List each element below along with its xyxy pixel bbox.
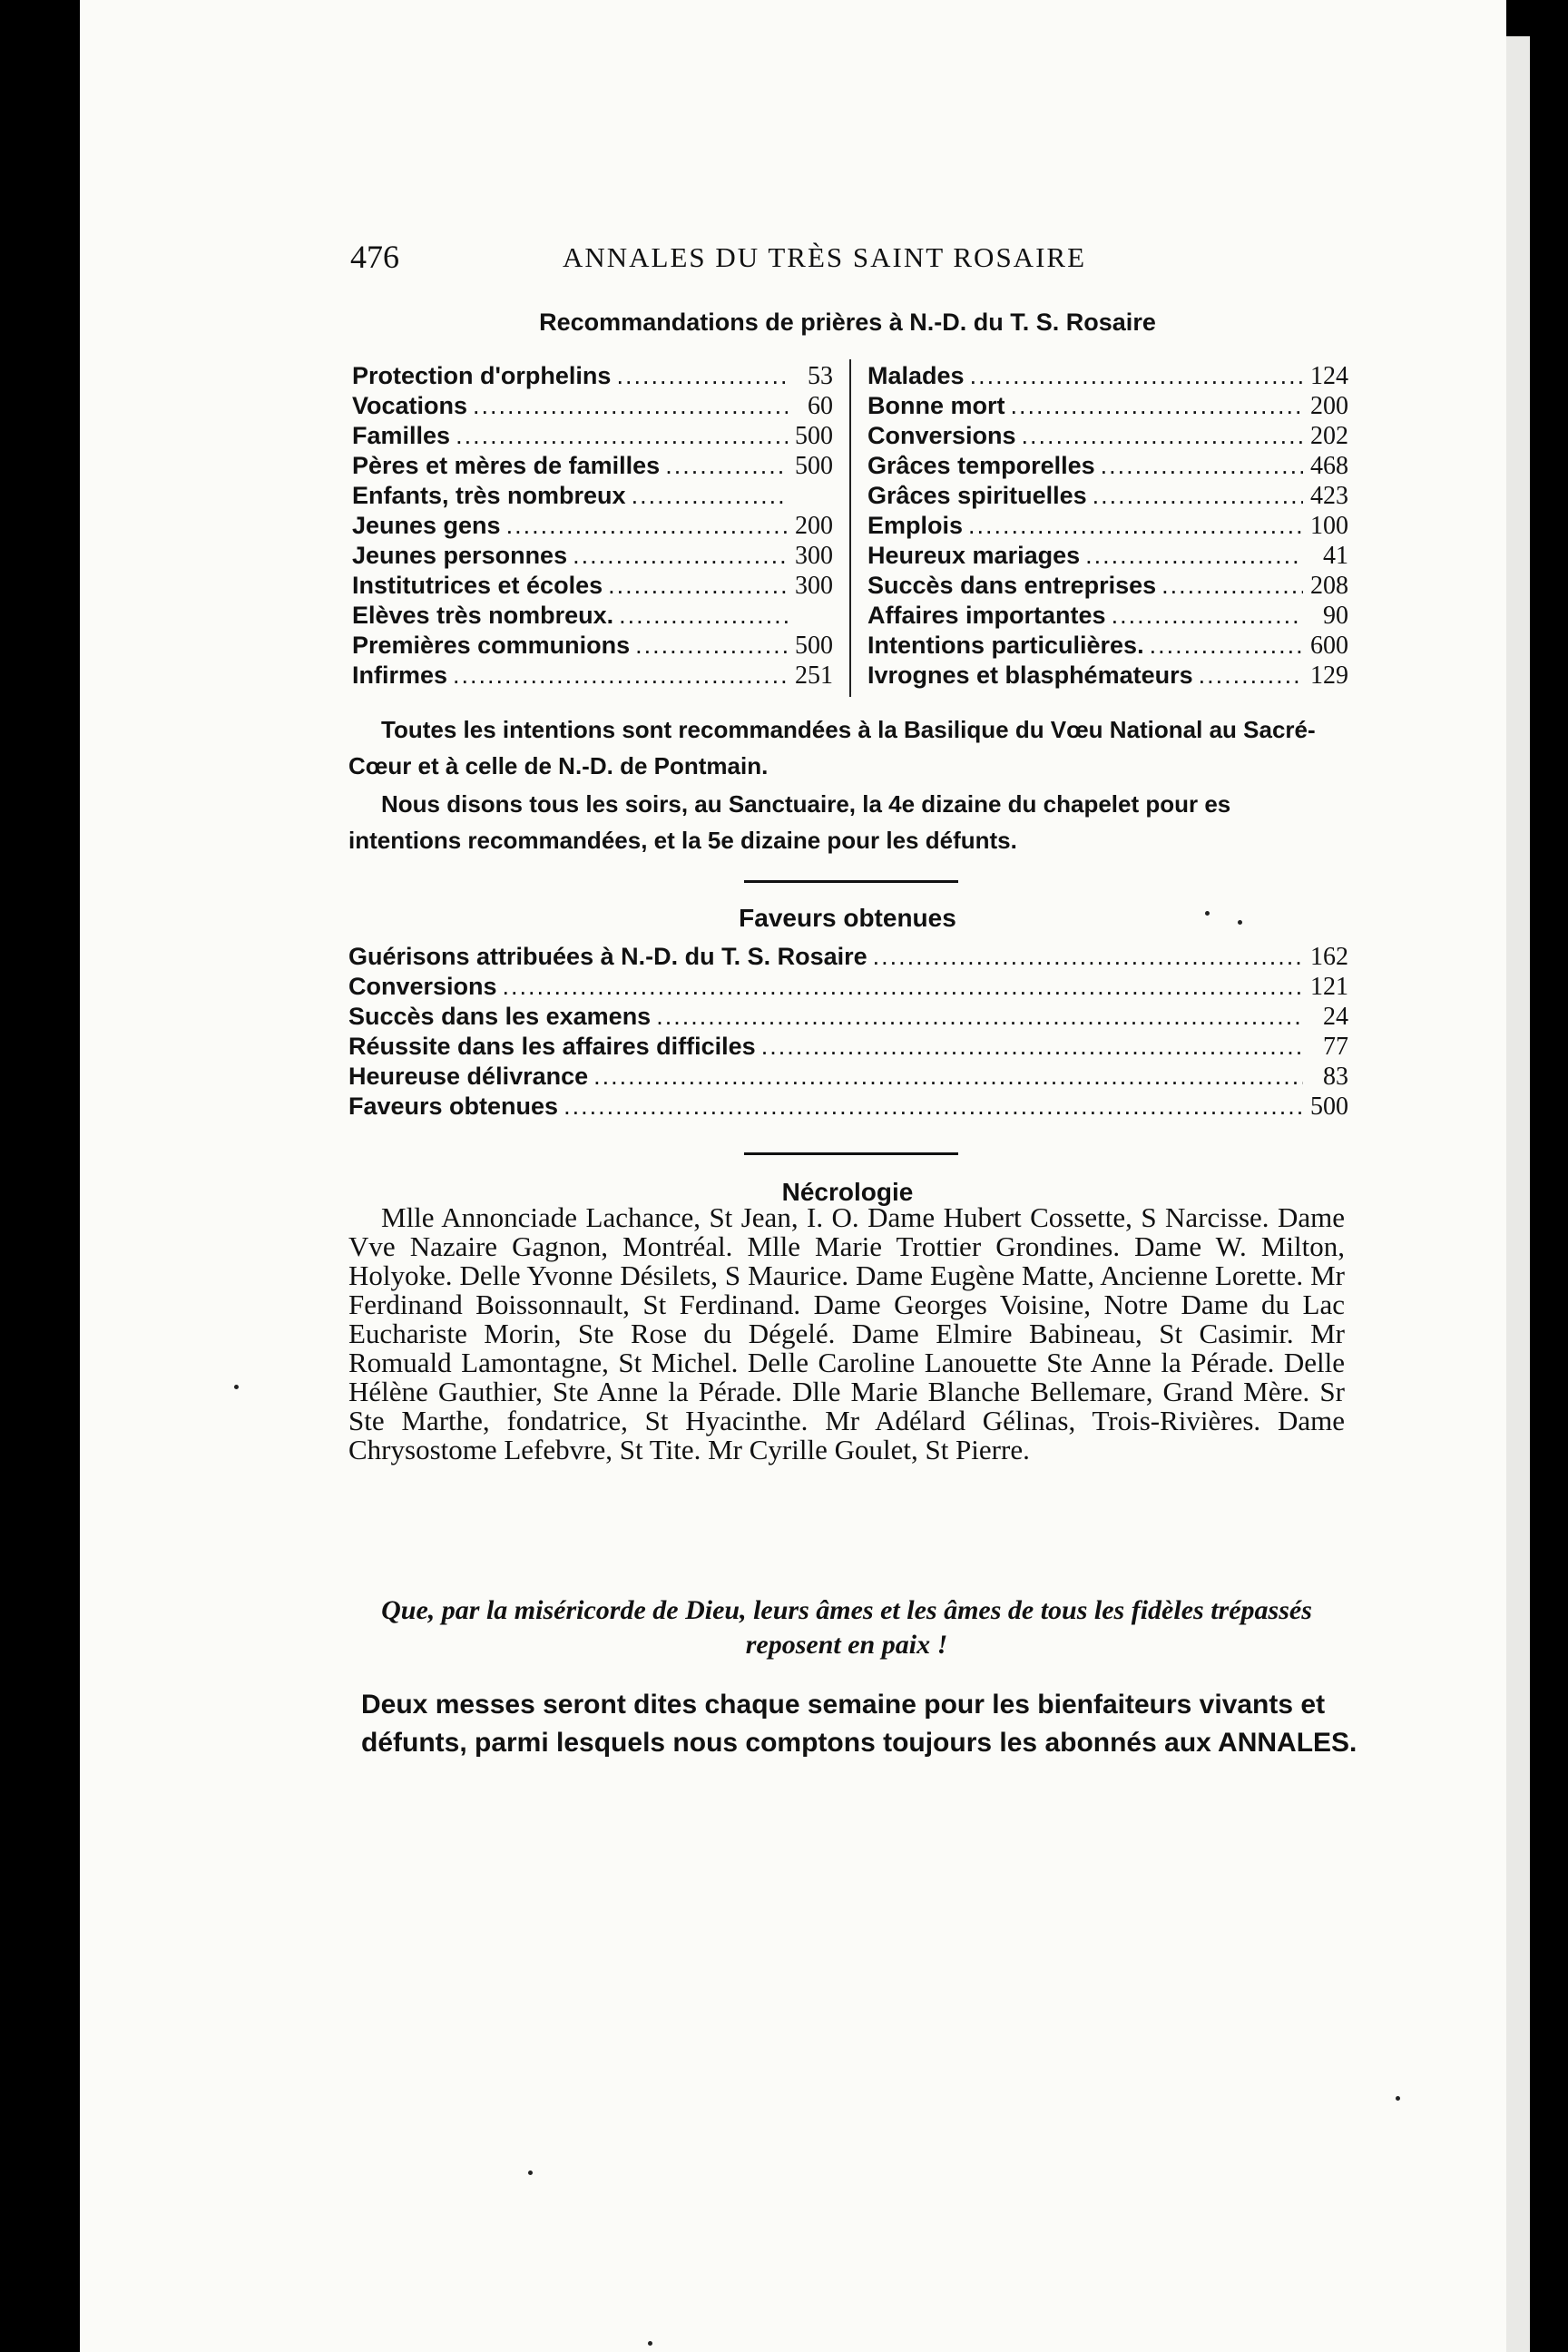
list-item	[867, 571, 1348, 601]
item-count: 24	[1323, 1003, 1348, 1031]
final-note: Deux messes seront dites chaque semaine pour les bienfaiteurs vivants et défunts, parmi lesquels nous comptons toujours les abonnés aux ANNALES.	[361, 1690, 1357, 1758]
leader-dots	[970, 361, 1303, 391]
list-item	[348, 972, 1348, 1002]
item-count: 60	[808, 392, 833, 420]
item-count: 53	[808, 362, 833, 390]
scan-speck	[528, 2171, 533, 2175]
item-count: 300	[795, 542, 833, 570]
leader-dots	[873, 942, 1303, 972]
list-item	[867, 361, 1348, 391]
leader-dots	[1022, 421, 1303, 451]
item-label: Heureux mariages	[867, 542, 1081, 569]
leader-dots	[665, 451, 788, 481]
item-label: Succès dans les examens	[348, 1003, 652, 1030]
list-item	[352, 661, 833, 691]
recommandations-title: Recommandations de prières à N.-D. du T. S. Rosaire	[539, 309, 1156, 336]
faveurs-list	[348, 942, 1348, 1122]
leader-dots	[968, 511, 1303, 541]
list-item	[352, 541, 833, 571]
recommandations-left-column	[352, 361, 833, 691]
item-count: 468	[1310, 452, 1348, 480]
leader-dots	[1150, 631, 1303, 661]
item-label: Vocations	[352, 392, 468, 419]
scan-speck	[234, 1385, 239, 1389]
leader-dots	[1101, 451, 1303, 481]
item-label: Jeunes personnes	[352, 542, 568, 569]
item-label: Protection d'orphelins	[352, 362, 612, 389]
item-count: 423	[1310, 482, 1348, 510]
item-label: Infirmes	[352, 662, 448, 689]
item-label: Pères et mères de familles	[352, 452, 661, 479]
item-label: Intentions particulières.	[867, 632, 1144, 659]
item-count: 124	[1310, 362, 1348, 390]
item-count: 200	[1310, 392, 1348, 420]
list-item	[352, 481, 833, 511]
leader-dots	[635, 631, 788, 661]
leader-dots	[473, 391, 788, 421]
list-item	[867, 661, 1348, 691]
item-count: 500	[795, 422, 833, 450]
leader-dots	[632, 481, 788, 511]
item-label: Faveurs obtenues	[348, 1093, 559, 1120]
item-count: 500	[795, 632, 833, 660]
item-count: 83	[1323, 1063, 1348, 1091]
running-title: ANNALES DU TRÈS SAINT ROSAIRE	[563, 241, 1087, 273]
leader-dots	[456, 421, 788, 451]
page-number: 476	[350, 239, 399, 275]
scan-speck	[1396, 2096, 1400, 2101]
list-item	[352, 571, 833, 601]
item-label: Enfants, très nombreux	[352, 482, 626, 509]
leader-dots	[506, 511, 788, 541]
list-item	[352, 511, 833, 541]
leader-dots	[1161, 571, 1303, 601]
item-label: Malades	[867, 362, 965, 389]
list-item	[867, 421, 1348, 451]
closing-prayer: Que, par la miséricorde de Dieu, leurs âmes et les âmes de tous les fidèles trépassés reposent en paix !	[381, 1595, 1312, 1660]
column-divider	[849, 359, 851, 697]
list-item	[867, 481, 1348, 511]
page-header	[350, 238, 1348, 274]
scan-speck	[1205, 911, 1210, 916]
list-item	[348, 1002, 1348, 1032]
list-item	[348, 1032, 1348, 1062]
list-item	[867, 511, 1348, 541]
item-count: 300	[795, 572, 833, 600]
list-item	[867, 451, 1348, 481]
scan-border	[1530, 0, 1568, 2352]
leader-dots	[453, 661, 788, 691]
leader-dots	[503, 972, 1303, 1002]
leader-dots	[616, 361, 788, 391]
leader-dots	[564, 1092, 1303, 1122]
item-label: Succès dans entreprises	[867, 572, 1157, 599]
leader-dots	[1112, 601, 1303, 631]
item-label: Jeunes gens	[352, 512, 501, 539]
item-count: 600	[1310, 632, 1348, 660]
leader-dots	[619, 601, 788, 631]
item-count: 251	[795, 662, 833, 690]
item-label: Guérisons attribuées à N.-D. du T. S. Rosaire	[348, 943, 867, 970]
item-label: Réussite dans les affaires difficiles	[348, 1033, 756, 1060]
leader-dots	[1199, 661, 1303, 691]
item-count: 208	[1310, 572, 1348, 600]
item-count: 500	[795, 452, 833, 480]
leader-dots	[573, 541, 788, 571]
item-label: Premières communions	[352, 632, 631, 659]
intentions-paragraph-2: Nous disons tous les soirs, au Sanctuaire, la 4e dizaine du chapelet pour es intentions recommandées, et la 5e dizaine pour les défunts.	[348, 790, 1231, 854]
item-label: Heureuse délivrance	[348, 1063, 589, 1090]
item-count: 41	[1323, 542, 1348, 570]
adjacent-page-edge	[1506, 36, 1530, 2352]
item-label: Affaires importantes	[867, 602, 1106, 629]
list-item	[348, 1092, 1348, 1122]
list-item	[352, 601, 833, 631]
item-count: 121	[1310, 973, 1348, 1001]
item-count: 200	[795, 512, 833, 540]
item-count: 500	[1310, 1093, 1348, 1121]
item-count: 162	[1310, 943, 1348, 971]
leader-dots	[1085, 541, 1303, 571]
leader-dots	[608, 571, 788, 601]
list-item	[867, 631, 1348, 661]
item-label: Elèves très nombreux.	[352, 602, 614, 629]
leader-dots	[761, 1032, 1303, 1062]
item-label: Institutrices et écoles	[352, 572, 603, 599]
item-label: Grâces spirituelles	[867, 482, 1087, 509]
list-item	[867, 541, 1348, 571]
intentions-paragraph-1: Toutes les intentions sont recommandées à la Basilique du Vœu National au Sacré-Cœur et à celle de N.-D. de Pontmain.	[348, 716, 1316, 779]
list-item	[348, 1062, 1348, 1092]
leader-dots	[1093, 481, 1303, 511]
list-item	[352, 391, 833, 421]
item-label: Conversions	[348, 973, 497, 1000]
faveurs-title: Faveurs obtenues	[739, 904, 956, 932]
leader-dots	[593, 1062, 1303, 1092]
list-item	[352, 421, 833, 451]
item-label: Familles	[352, 422, 451, 449]
leader-dots	[656, 1002, 1303, 1032]
item-label: Conversions	[867, 422, 1016, 449]
scan-speck	[1238, 920, 1242, 925]
item-label: Bonne mort	[867, 392, 1005, 419]
item-count: 100	[1310, 512, 1348, 540]
item-count: 90	[1323, 602, 1348, 630]
list-item	[867, 601, 1348, 631]
recommandations-right-column	[867, 361, 1348, 691]
item-label: Emplois	[867, 512, 964, 539]
item-label: Ivrognes et blasphémateurs	[867, 662, 1193, 689]
item-label: Grâces temporelles	[867, 452, 1095, 479]
item-count: 129	[1310, 662, 1348, 690]
necrologie-text: Mlle Annonciade Lachance, St Jean, I. O. Dame Hubert Cossette, S Narcisse. Dame Vve Nazaire Gagnon, Montréal. Mlle Marie Trottier Grondines. Dame W. Milton, Holyoke. Delle Yvonne Désilets, S Maurice. Dame Eugène Matte, Ancienne Lorette. Mr Ferdinand Boissonnault, St Ferdinand. Dame Georges Voisine, Notre Dame du Lac Euchariste Morin, Ste Rose du Dégelé. Dame Elmire Babineau, St Casimir. Mr Romuald Lamontagne, St Michel. Delle Caroline Lanouette Ste Anne la Pérade. Delle Hélène Gauthier, Ste Anne la Pérade. Dlle Marie Blanche Bellemare, Grand Mère. Sr Ste Marthe, fondatrice, St Hyacinthe. Mr Adélard Gélinas, Trois-Rivières. Dame Chrysostome Lefebvre, St Tite. Mr Cyrille Goulet, St Pierre.	[348, 1201, 1345, 1465]
item-count: 202	[1310, 422, 1348, 450]
section-rule	[744, 880, 958, 883]
page-sheet	[80, 0, 1506, 2352]
item-count: 77	[1323, 1033, 1348, 1061]
list-item	[352, 631, 833, 661]
leader-dots	[1011, 391, 1304, 421]
scan-speck	[648, 2341, 652, 2346]
list-item	[867, 391, 1348, 421]
section-rule	[744, 1152, 958, 1155]
list-item	[352, 451, 833, 481]
list-item	[348, 942, 1348, 972]
list-item	[352, 361, 833, 391]
necrologie-title: Nécrologie	[781, 1178, 914, 1206]
